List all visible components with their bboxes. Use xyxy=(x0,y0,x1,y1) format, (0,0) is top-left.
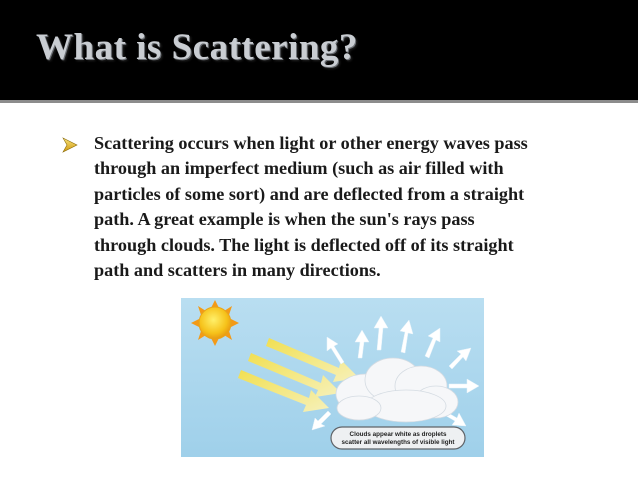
bullet-paragraph xyxy=(62,131,622,283)
paragraph-line: path. A great example is when the sun's rays pass xyxy=(94,209,475,230)
illustration-canvas xyxy=(181,298,484,457)
slide-title: What is Scattering? xyxy=(36,27,358,68)
figure-caption xyxy=(331,427,465,449)
paragraph-line: particles of some sort) and are deflected from a straight xyxy=(94,183,525,204)
arrowhead-bullet-icon xyxy=(62,137,78,153)
title-bar xyxy=(0,0,638,100)
title-divider xyxy=(0,100,638,103)
bullet-point xyxy=(62,131,622,283)
caption-line-1: Clouds appear white as droplets xyxy=(349,431,447,438)
paragraph-line: Scattering occurs when light or other energy waves pass xyxy=(94,133,528,153)
paragraph-line: through an imperfect medium (such as air filled with xyxy=(94,158,504,179)
paragraph-line: through clouds. The light is deflected off of its straight xyxy=(94,234,514,255)
scattering-illustration xyxy=(181,298,484,457)
paragraph-line: path and scatters in many directions. xyxy=(94,260,381,281)
caption-line-2: scatter all wavelengths of visible light xyxy=(341,439,455,446)
